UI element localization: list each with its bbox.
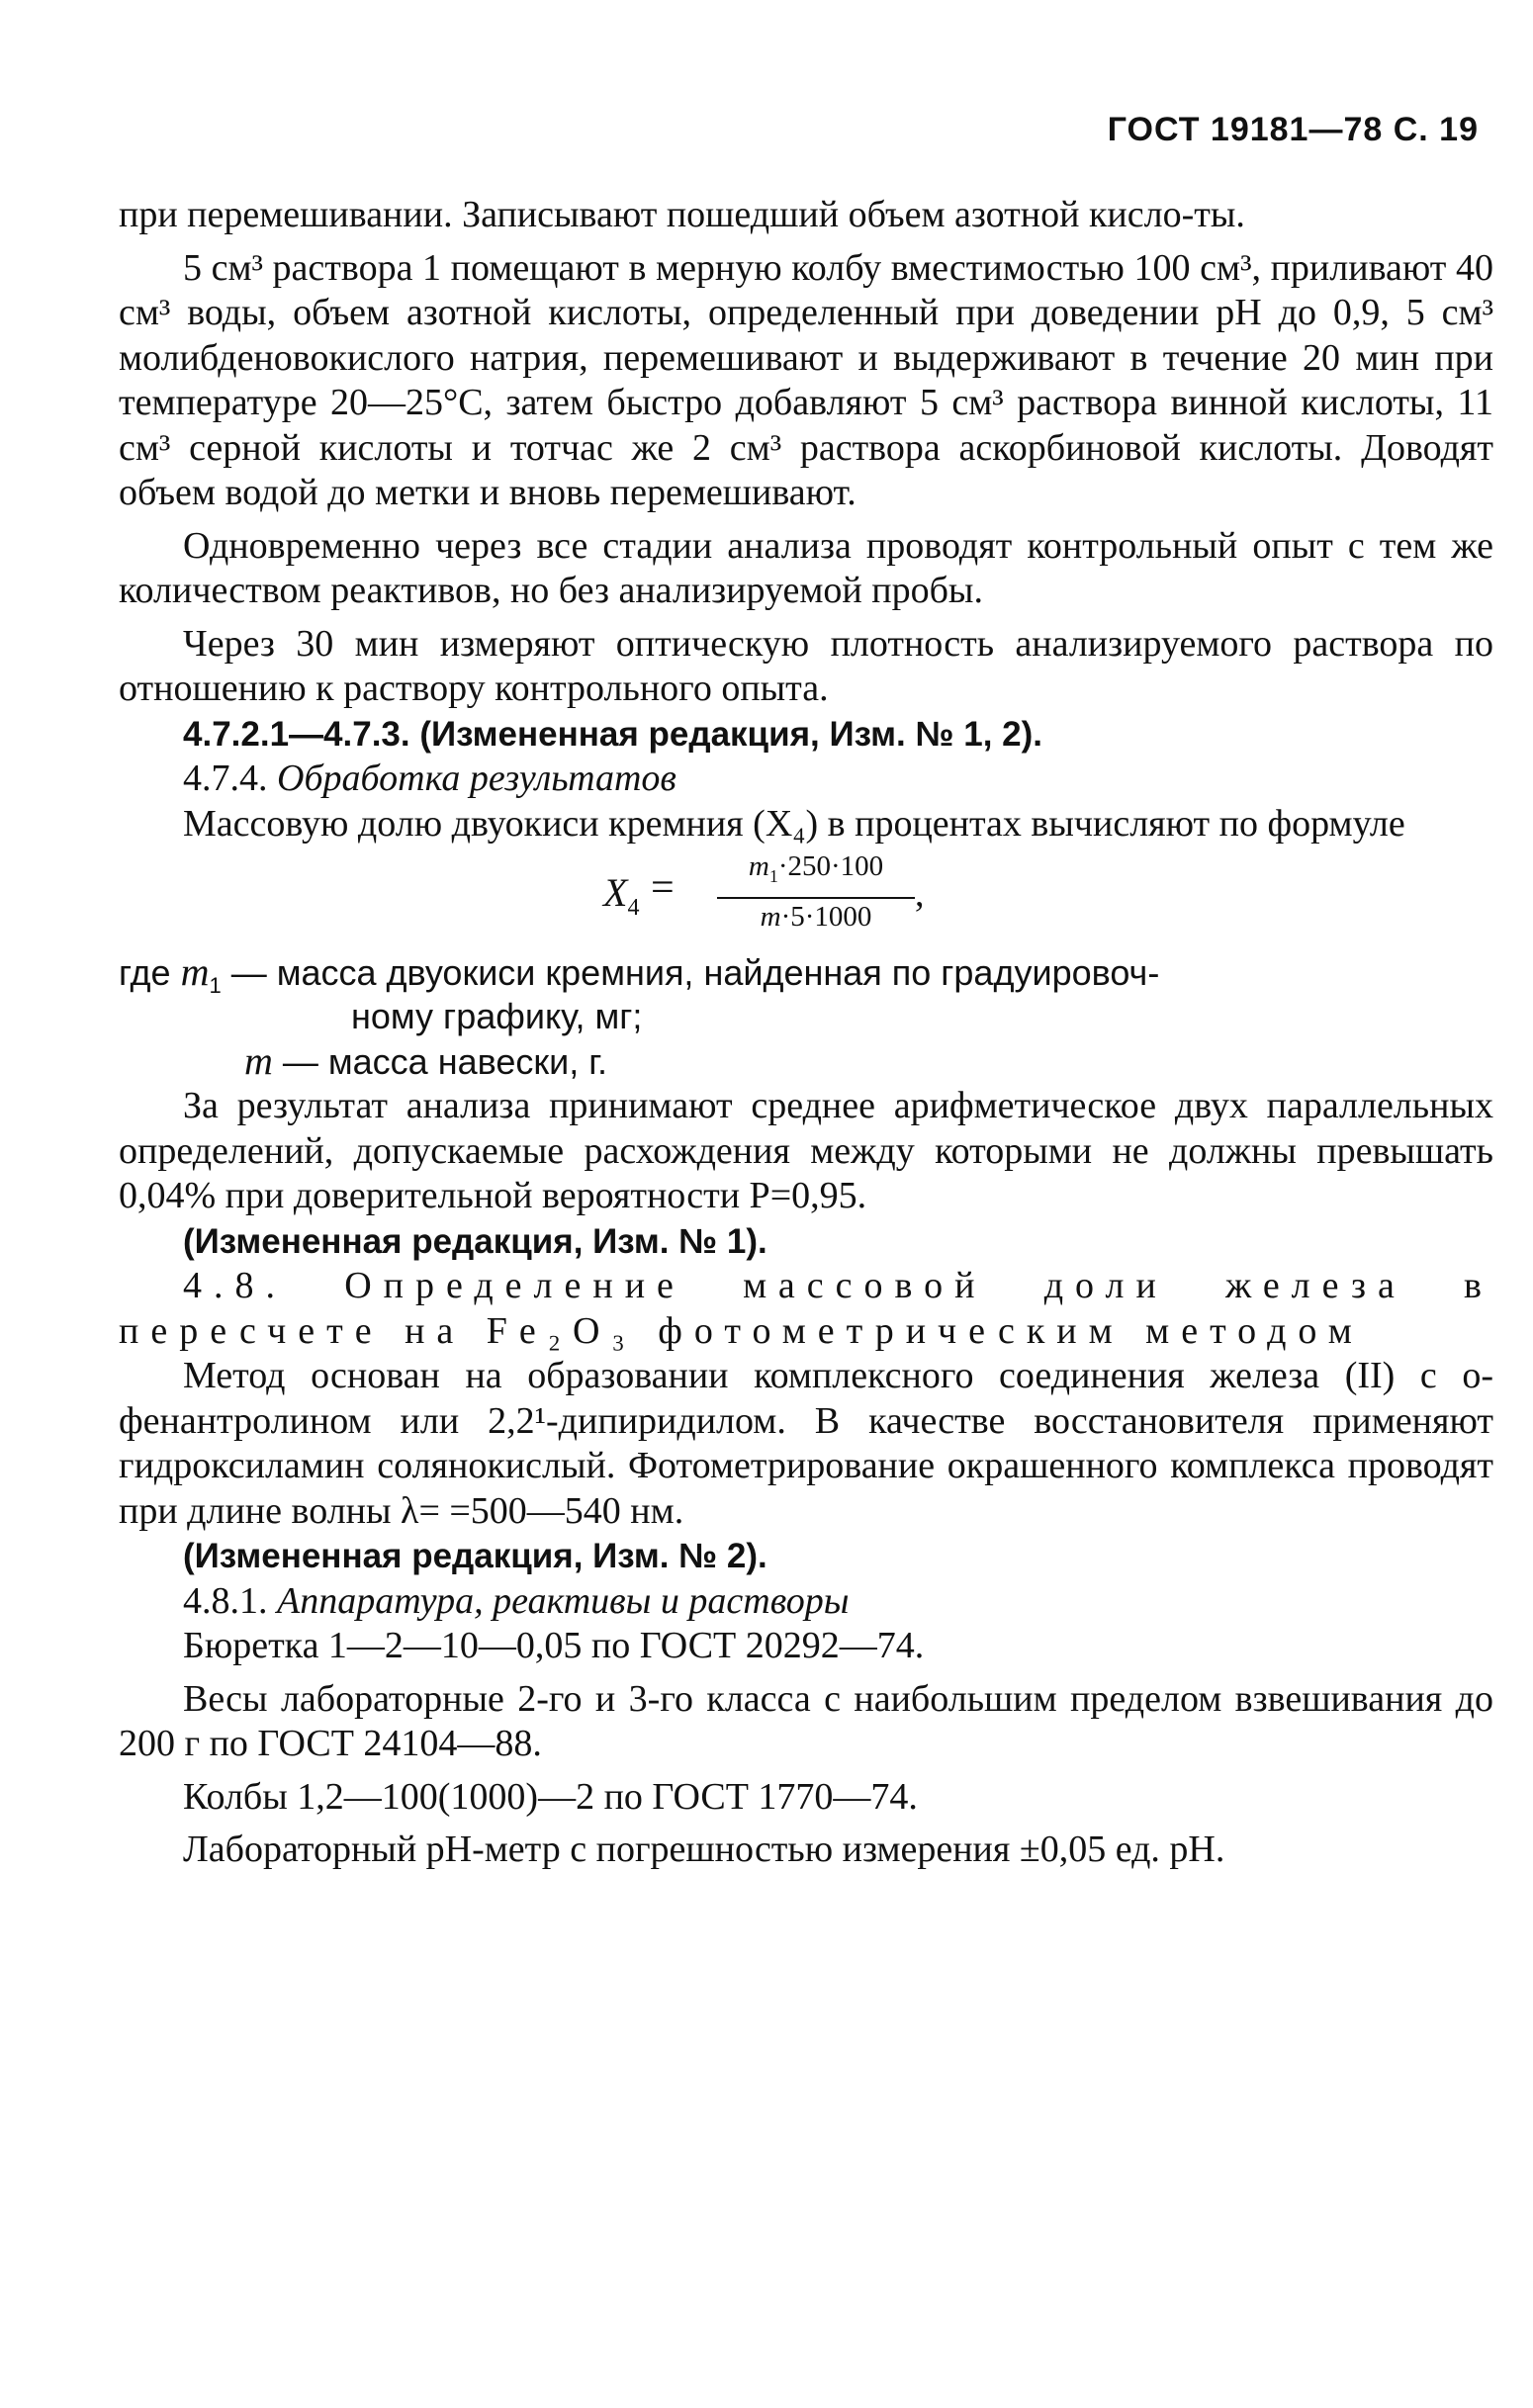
- item-burette: Бюретка 1—2—10—0,05 по ГОСТ 20292—74.: [183, 1625, 925, 1666]
- formula-numerator: $m_1\cdot 250\cdot 100$: [748, 850, 884, 886]
- legend-line-m1: где $m_1$ — масса двуокиси кремния, найденная по градуировоч-: [119, 949, 1160, 999]
- paragraph-control-test: Одновременно через все стадии анализа проводят контрольный опыт с тем же количеством реактивов, но без анализируемой пробы.: [119, 524, 1493, 611]
- formula-denominator: m·5·1000: [760, 900, 872, 933]
- item-ph-meter: Лабораторный pH-метр с погрешностью измерения ±0,05 ед. pH.: [183, 1828, 1225, 1870]
- amendment-note-2: (Измененная редакция, Изм. № 1).: [183, 1221, 767, 1261]
- formula-fraction: [697, 848, 935, 935]
- item-scales: Весы лабораторные 2-го и 3-го класса с наибольшим пределом взвешивания до 200 г по ГОСТ 24104—88.: [119, 1677, 1493, 1764]
- paragraph-procedure: 5 см³ раствора 1 помещают в мерную колбу вместимостью 100 см³, приливают 40 см³ воды, объем азотной кислоты, определенный при доведении pH до 0,9, 5 см³ молибденовокислого натрия, перемешивают и выдерживают в течение 20 мин при температуре 20—25°С, затем быстро добавляют 5 см³ раствора винной кислоты, 11 см³ серной кислоты и тотчас же 2 см³ раствора аскорбиновой кислоты. Доводят объем водой до метки и вновь перемешивают.: [119, 246, 1493, 513]
- running-head: ГОСТ 19181—78 С. 19: [1107, 111, 1479, 148]
- section-number: 4.8.1.: [183, 1579, 268, 1622]
- formula-comma: ,: [915, 873, 925, 915]
- section-title: Обработка результатов: [277, 758, 676, 799]
- legend-line-m1-cont: ному графику, мг;: [351, 996, 643, 1036]
- formula-lhs: $X_4$: [603, 870, 640, 921]
- amendment-note-1: 4.7.2.1—4.7.3. (Измененная редакция, Изм. № 1, 2).: [183, 714, 1042, 754]
- section-heading-4-8-1: [119, 1579, 1493, 1625]
- page-body: [119, 193, 1493, 1873]
- paragraph-result: За результат анализа принимают среднее арифметическое двух параллельных определений, допускаемые расхождения между которыми не должны превышать 0,04% при доверительной вероятности P=0,95.: [119, 1085, 1493, 1216]
- legend-line-m: m — масса навески, г.: [244, 1038, 607, 1083]
- paragraph-method: Метод основан на образовании комплексного соединения железа (II) с о-фенантролином или 2,2¹-дипиридилом. В качестве восстановителя применяют гидроксиламин солянокислый. Фотометрирование окрашенного комплекса проводят при длине волны λ= =500—540 нм.: [119, 1355, 1493, 1532]
- paragraph-measurement: Через 30 мин измеряют оптическую плотность анализируемого раствора по отношению к раствору контрольного опыта.: [119, 622, 1493, 709]
- section-heading-4-8: 4.8. Определение массовой доли железа в пересчете на Fe₂O₃ фотометрическим методом: [119, 1265, 1493, 1352]
- paragraph-formula-intro: Массовую долю двуокиси кремния (X₄) в процентах вычисляют по формуле: [183, 802, 1405, 845]
- item-flasks: Колбы 1,2—100(1000)—2 по ГОСТ 1770—74.: [183, 1775, 918, 1818]
- formula-x4: [119, 848, 1493, 943]
- section-heading-4-7-4: [119, 757, 1493, 802]
- formula-equals: =: [651, 865, 675, 911]
- amendment-note-3: (Измененная редакция, Изм. № 2).: [183, 1537, 767, 1575]
- section-number: 4.7.4.: [183, 758, 268, 799]
- variable-legend: [119, 949, 1493, 1084]
- section-title: Аппаратура, реактивы и растворы: [277, 1579, 850, 1622]
- paragraph-continuation: при перемешивании. Записывают пошедший объем азотной кисло-ты.: [119, 194, 1245, 235]
